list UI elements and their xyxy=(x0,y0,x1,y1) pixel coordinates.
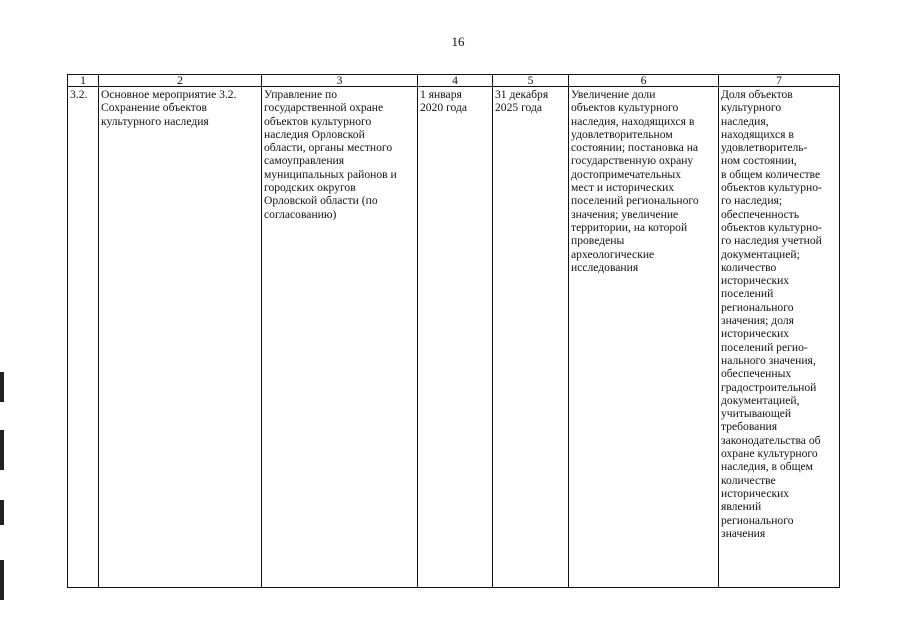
cell-line: удовлетворительном xyxy=(571,127,673,141)
cell-line: исторических xyxy=(721,327,790,341)
cell-line: Доля объектов xyxy=(721,88,793,101)
event-name-cell xyxy=(99,87,262,588)
column-number: 4 xyxy=(418,75,493,87)
cell-line: значения; увеличение xyxy=(571,207,679,221)
scan-edge-mark xyxy=(0,500,4,525)
column-number: 2 xyxy=(99,75,262,87)
cell-line: области, органы местного xyxy=(264,141,393,155)
cell-line: проведены xyxy=(571,234,625,248)
page-number: 16 xyxy=(451,34,465,49)
cell-line: 2020 года xyxy=(420,101,468,115)
cell-line: объектов культурного xyxy=(571,101,679,115)
cell-line: значения; доля xyxy=(721,314,794,328)
cell-line: государственную охрану xyxy=(571,154,694,168)
cell-line: археологические xyxy=(571,247,655,261)
scan-edge-mark xyxy=(0,430,4,470)
cell-line: обеспеченность xyxy=(721,207,800,221)
cell-line: наследия Орловской xyxy=(264,127,365,141)
cell-line: исследования xyxy=(571,260,639,274)
cell-line: Орловской области (по xyxy=(264,194,378,208)
cell-line: охране культурного xyxy=(721,447,818,461)
program-table xyxy=(67,74,840,588)
cell-line: городских округов xyxy=(264,181,356,195)
cell-line: нального значения, xyxy=(721,353,816,367)
column-number: 5 xyxy=(493,75,569,87)
executor-cell xyxy=(262,87,418,588)
indicators-cell xyxy=(719,87,840,588)
cell-line: в общем количестве xyxy=(721,167,821,181)
column-number: 1 xyxy=(68,75,99,87)
cell-line: поселений xyxy=(721,287,774,301)
cell-line: состоянии; постановка на xyxy=(571,141,699,155)
cell-line: территории, на которой xyxy=(571,220,688,234)
scan-edge-mark xyxy=(0,560,4,600)
cell-line: находящихся в xyxy=(721,127,794,141)
cell-line: наследия, xyxy=(721,114,769,128)
column-number: 6 xyxy=(569,75,719,87)
cell-line: удовлетворитель- xyxy=(721,141,808,155)
cell-line: государственной охране xyxy=(264,101,384,115)
cell-line: культурного наследия xyxy=(101,114,209,128)
cell-line: го наследия; xyxy=(721,194,783,208)
cell-line: наследия, находящихся в xyxy=(571,114,695,128)
cell-line: поселений регио- xyxy=(721,340,808,354)
cell-line: согласованию) xyxy=(264,207,337,221)
cell-line: муниципальных районов и xyxy=(264,167,397,181)
start-date-cell xyxy=(418,87,493,588)
cell-line: мест и исторических xyxy=(571,181,675,195)
cell-line: учитывающей xyxy=(721,407,792,421)
cell-line: явлений xyxy=(721,500,762,514)
cell-line: исторических xyxy=(721,274,790,288)
cell-line: законодательства об xyxy=(721,433,821,447)
scan-edge-mark xyxy=(0,372,4,402)
end-date-cell xyxy=(493,87,569,588)
cell-line: 31 декабря xyxy=(495,88,549,101)
column-number: 7 xyxy=(719,75,840,87)
cell-line: значения xyxy=(721,526,766,540)
cell-line: документацией, xyxy=(721,393,800,407)
cell-line: обеспеченных xyxy=(721,367,792,381)
expected-result-cell xyxy=(569,87,719,588)
cell-line: поселений регионального xyxy=(571,194,699,208)
column-number-row xyxy=(68,75,840,87)
table-row xyxy=(68,87,840,588)
cell-line: объектов культурно- xyxy=(721,181,822,195)
cell-line: культурного xyxy=(721,101,782,115)
cell-line: количество xyxy=(721,260,777,274)
column-number: 3 xyxy=(262,75,418,87)
cell-line: Увеличение доли xyxy=(571,88,656,101)
cell-line: количестве xyxy=(721,473,776,487)
cell-line: 2025 года xyxy=(495,101,543,115)
cell-line: самоуправления xyxy=(264,154,345,168)
cell-line: требования xyxy=(721,420,778,434)
cell-line: градостроительной xyxy=(721,380,817,394)
cell-line: объектов культурно- xyxy=(721,220,822,234)
cell-line: ном состоянии, xyxy=(721,154,797,168)
cell-line: исторических xyxy=(721,486,790,500)
cell-line: Сохранение объектов xyxy=(101,101,207,115)
cell-line: достопримечательных xyxy=(571,167,681,181)
cell-line: наследия, в общем xyxy=(721,460,813,474)
cell-line: Основное мероприятие 3.2. xyxy=(101,88,237,101)
cell-line: Управление по xyxy=(264,88,338,101)
cell-line: го наследия учетной xyxy=(721,234,822,248)
cell-line: 1 января xyxy=(420,88,462,101)
row-number-cell: 3.2. xyxy=(68,87,99,588)
cell-line: регионального xyxy=(721,300,794,314)
cell-line: регионального xyxy=(721,513,794,527)
cell-line: объектов культурного xyxy=(264,114,372,128)
cell-line: документацией; xyxy=(721,247,800,261)
